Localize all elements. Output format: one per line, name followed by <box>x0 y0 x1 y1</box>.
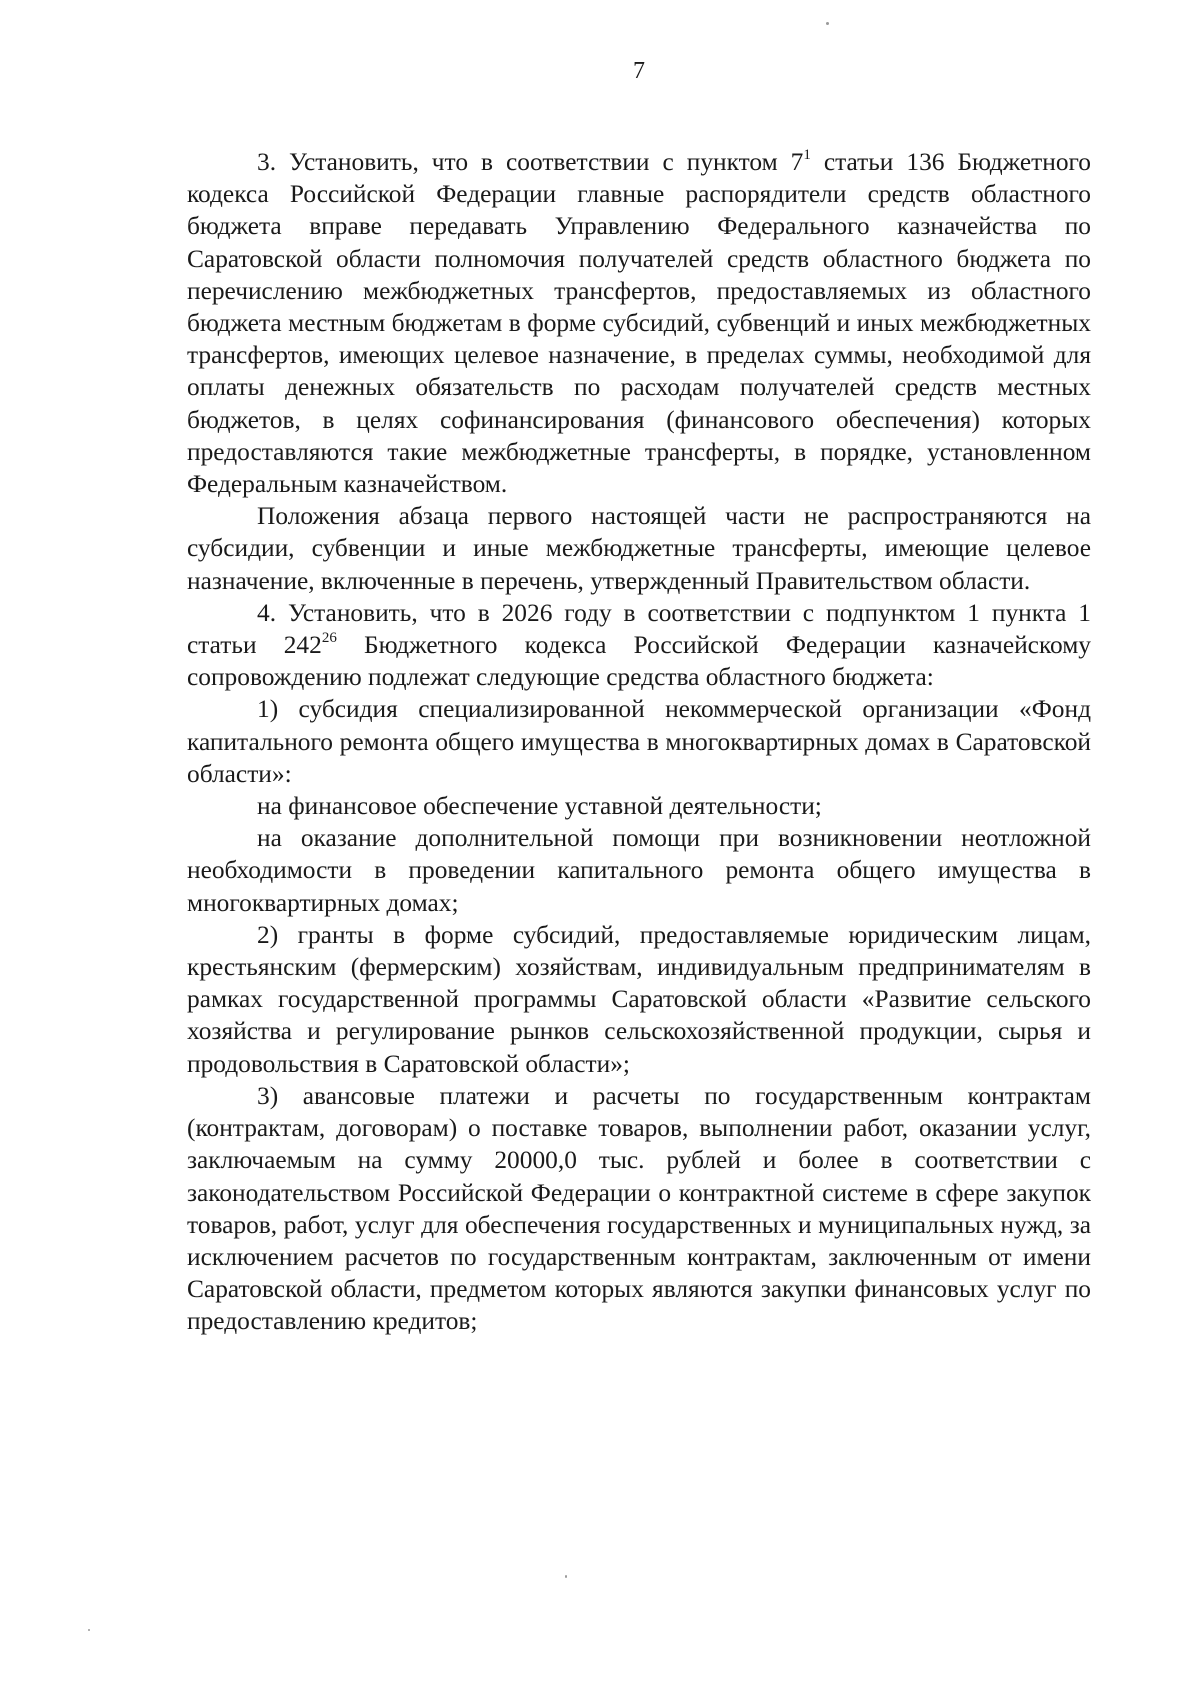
paragraph-section-3-note: Положения абзаца первого настоящей части не распространяются на субсидии, субвенции и иные межбюджетные трансферты, имеющие целевое назначение, включенные в перечень, утвержденный Правительством области. <box>187 502 1091 595</box>
text-run: 3. Установить, что в соответствии с пунктом 7 <box>257 148 804 176</box>
superscript: 1 <box>803 147 811 163</box>
scan-speck <box>88 1629 90 1631</box>
list-item-1-a: на финансовое обеспечение уставной деятельности; <box>257 792 822 821</box>
list-item-3: 3) авансовые платежи и расчеты по государственным контрактам (контрактам, договорам) о поставке товаров, выполнении работ, оказании услуг, заключаемым на сумму 20000,0 тыс. рублей и более в соответствии с законодательством Российской Федерации о контрактной системе в сфере закупок товаров, работ, услуг для обеспечения государственных и муниципальных нужд, за исключением расчетов по государственным контрактам, заключенным от имени Саратовской области, предметом которых являются закупки финансовых услуг по предоставлению кредитов; <box>187 1081 1091 1336</box>
list-item-1: 1) субсидия специализированной некоммерческой организации «Фонд капитального ремонта общего имущества в многоквартирных домах в Саратовской области»: <box>187 695 1091 788</box>
paragraph-section-4 <box>187 597 1091 694</box>
scan-speck <box>826 22 829 25</box>
page-number: 7 <box>633 58 645 84</box>
paragraph-section-3 <box>187 146 1091 500</box>
superscript: 26 <box>321 630 337 647</box>
list-item-2: 2) гранты в форме субсидий, предоставляемые юридическим лицам, крестьянским (фермерским) хозяйствам, индивидуальным предпринимателям в рамках государственной программы Саратовской области «Развитие сельского хозяйства и регулирование рынков сельскохозяйственной продукции, сырья и продовольствия в Саратовской области»; <box>187 920 1091 1078</box>
text-run: 4. Установить, что в 2026 году в соответствии с подпунктом 1 пункта 1 статьи 242 <box>187 598 1091 660</box>
text-run: статьи 136 Бюджетного кодекса Российской Федерации главные распорядители средств областного бюджета вправе передавать Управлению Федерального казначейства по Саратовской области полномочия получателей средств областного бюджета по перечислению межбюджетных трансфертов, предоставляемых из областного бюджета местным бюджетам в форме субсидий, субвенций и иных межбюджетных трансфертов, имеющих целевое назначение, в пределах суммы, необходимой для оплаты денежных обязательств по расходам получателей средств местных бюджетов, в целях софинансирования (финансового обеспечения) которых предоставляются такие межбюджетные трансферты, в порядке, установленном Федеральным казначейством. <box>187 148 1091 499</box>
text-run: Бюджетного кодекса Российской Федерации казначейскому сопровождению подлежат следующие средства областного бюджета: <box>187 631 1091 692</box>
scan-speck <box>565 1575 567 1578</box>
document-body <box>187 146 1091 1338</box>
list-item-1-b: на оказание дополнительной помощи при возникновении неотложной необходимости в проведении капитального ремонта общего имущества в многоквартирных домах; <box>187 824 1091 917</box>
